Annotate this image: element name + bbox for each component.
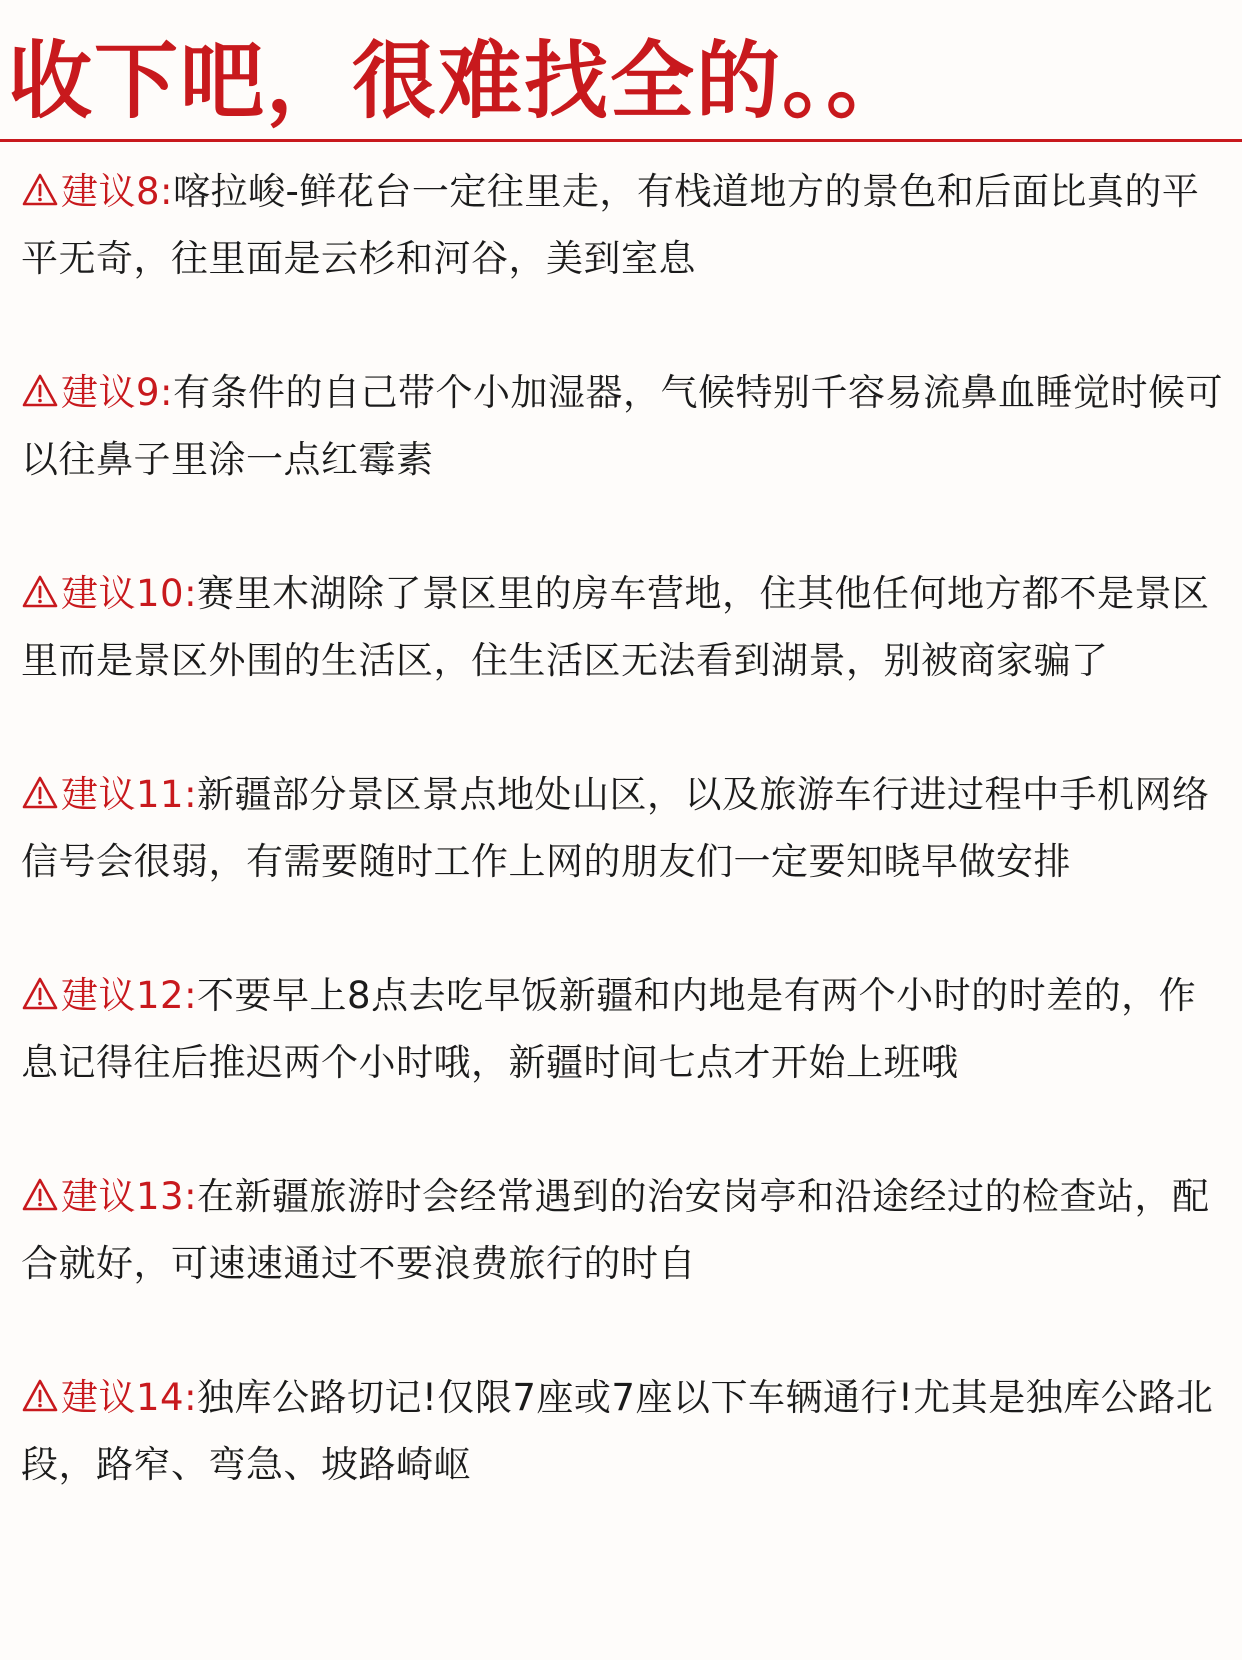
tip-text: 独库公路切记!仅限7座或7座以下车辆通行!尤其是独库公路北段，路窄、弯急、坡路崎岖 [21,1376,1214,1486]
tip-label: 建议13: [61,1175,198,1218]
warning-triangle-icon [21,574,59,610]
tip-text: 在新疆旅游时会经常遇到的治安岗亭和沿途经过的检查站，配合就好，可速速通过不要浪费旅行的时自 [21,1175,1210,1285]
tip-label: 建议9: [61,371,174,414]
warning-triangle-icon [21,976,59,1012]
tip-text: 新疆部分景区景点地处山区，以及旅游车行进过程中手机网络信号会很弱，有需要随时工作上网的朋友们一定要知晓早做安排 [21,773,1210,883]
title-divider [0,139,1242,142]
tip-item [21,560,1226,694]
tip-item [21,1364,1226,1498]
tip-item [21,1163,1226,1297]
tip-item [21,962,1226,1096]
tip-label: 建议11: [61,773,198,816]
tips-list [21,158,1226,1498]
warning-triangle-icon [21,1378,59,1414]
warning-triangle-icon [21,775,59,811]
tip-text: 喀拉峻-鲜花台一定往里走，有栈道地方的景色和后面比真的平平无奇，往里面是云杉和河谷，美到室息 [21,170,1200,280]
tip-item [21,761,1226,895]
warning-triangle-icon [21,373,59,409]
tip-item [21,359,1226,493]
tip-label: 建议10: [61,572,198,615]
tip-label: 建议12: [61,974,198,1017]
tip-text: 有条件的自己带个小加湿器，气候特别千容易流鼻血睡觉时候可以往鼻子里涂一点红霉素 [21,371,1224,481]
warning-triangle-icon [21,172,59,208]
warning-triangle-icon [21,1177,59,1213]
tip-label: 建议8: [61,170,174,213]
tip-item [21,158,1226,292]
tip-text: 赛里木湖除了景区里的房车营地，住其他任何地方都不是景区里而是景区外围的生活区，住生活区无法看到湖景，别被商家骗了 [21,572,1210,682]
tip-text: 不要早上8点去吃早饭新疆和内地是有两个小时的时差的，作息记得往后推迟两个小时哦，新疆时间七点才开始上班哦 [21,974,1197,1084]
tip-label: 建议14: [61,1376,198,1419]
page-title: 收下吧，很难找全的。。 [8,32,913,130]
